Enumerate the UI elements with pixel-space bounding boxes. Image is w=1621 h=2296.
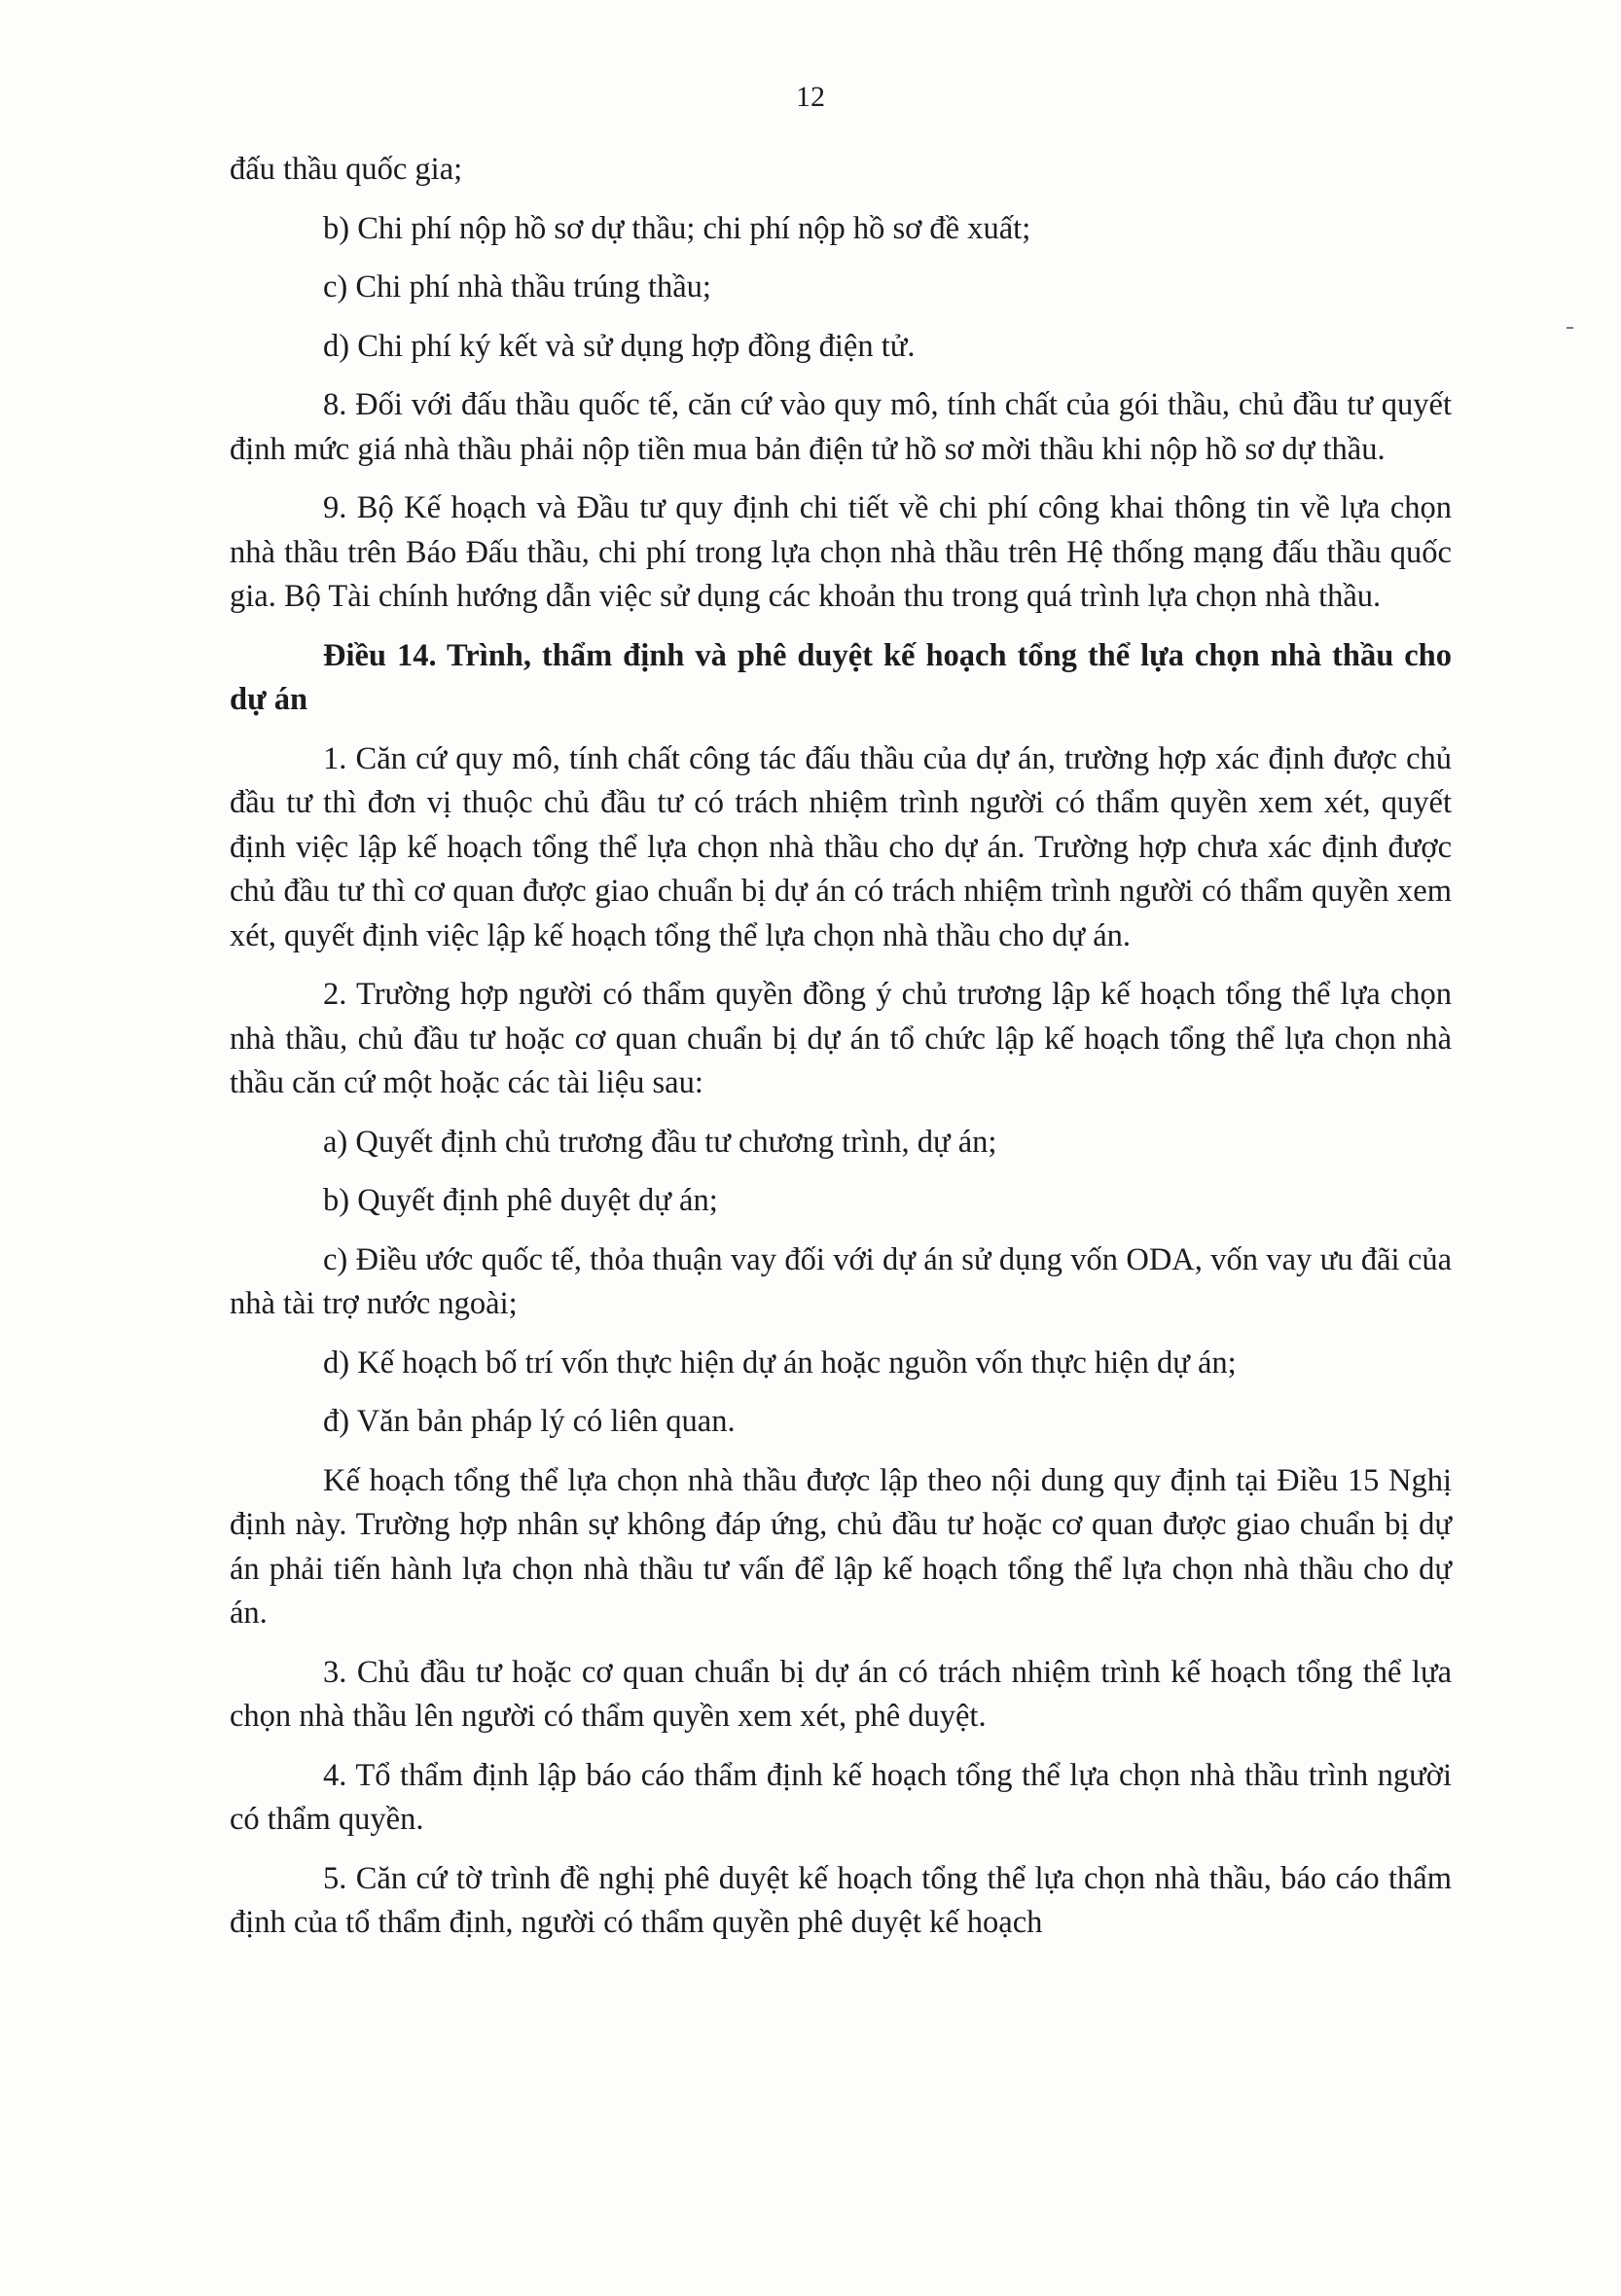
article-14-title: Điều 14. Trình, thẩm định và phê duyệt kế hoạch tổng thể lựa chọn nhà thầu cho dự án [230,637,1452,717]
list-item-c: c) Chi phí nhà thầu trúng thầu; [323,269,711,305]
article-14-clause-2: 2. Trường hợp người có thẩm quyền đồng ý chủ trương lập kế hoạch tổng thể lựa chọn nhà thầu, chủ đầu tư hoặc cơ quan chuẩn bị dự án tổ chức lập kế hoạch tổng thể lựa chọn nhà thầu căn cứ một hoặc các tài liệu sau: [230,977,1452,1100]
clause-2-item-a: a) Quyết định chủ trương đầu tư chương trình, dự án; [323,1124,997,1160]
article-14-clause-4: 4. Tổ thẩm định lập báo cáo thẩm định kế hoạch tổng thể lựa chọn nhà thầu trình người có thẩm quyền. [230,1757,1452,1837]
paragraph-continuation: đấu thầu quốc gia; [230,152,463,187]
scan-mark [1567,327,1573,329]
clause-8: 8. Đối với đấu thầu quốc tế, căn cứ vào quy mô, tính chất của gói thầu, chủ đầu tư quyết định mức giá nhà thầu phải nộp tiền mua bản điện tử hồ sơ mời thầu khi nộp hồ sơ dự thầu. [230,387,1452,467]
article-14-clause-1: 1. Căn cứ quy mô, tính chất công tác đấu thầu của dự án, trường hợp xác định được chủ đầu tư thì đơn vị thuộc chủ đầu tư có trách nhiệm trình người có thẩm quyền xem xét, quyết định việc lập kế hoạch tổng thể lựa chọn nhà thầu cho dự án. Trường hợp chưa xác định được chủ đầu tư thì cơ quan được giao chuẩn bị dự án có trách nhiệm trình người có thẩm quyền xem xét, quyết định việc lập kế hoạch tổng thể lựa chọn nhà thầu cho dự án. [230,740,1452,953]
clause-2-item-c: c) Điều ước quốc tế, thỏa thuận vay đối với dự án sử dụng vốn ODA, vốn vay ưu đãi của nhà tài trợ nước ngoài; [230,1241,1452,1321]
clause-2-item-b: b) Quyết định phê duyệt dự án; [323,1183,718,1218]
document-body [230,148,1452,1960]
clause-9: 9. Bộ Kế hoạch và Đầu tư quy định chi tiết về chi phí công khai thông tin về lựa chọn nhà thầu trên Báo Đấu thầu, chi phí trong lựa chọn nhà thầu trên Hệ thống mạng đấu thầu quốc gia. Bộ Tài chính hướng dẫn việc sử dụng các khoản thu trong quá trình lựa chọn nhà thầu. [230,490,1452,614]
list-item-b: b) Chi phí nộp hồ sơ dự thầu; chi phí nộp hồ sơ đề xuất; [323,210,1031,246]
article-14-clause-5: 5. Căn cứ tờ trình đề nghị phê duyệt kế hoạch tổng thể lựa chọn nhà thầu, báo cáo thẩm định của tổ thẩm định, người có thẩm quyền phê duyệt kế hoạch [230,1860,1452,1940]
clause-2-note: Kế hoạch tổng thể lựa chọn nhà thầu được lập theo nội dung quy định tại Điều 15 Nghị định này. Trường hợp nhân sự không đáp ứng, chủ đầu tư hoặc cơ quan được giao chuẩn bị dự án phải tiến hành lựa chọn nhà thầu tư vấn để lập kế hoạch tổng thể lựa chọn nhà thầu cho dự án. [230,1462,1452,1631]
article-14-clause-3: 3. Chủ đầu tư hoặc cơ quan chuẩn bị dự án có trách nhiệm trình kế hoạch tổng thể lựa chọn nhà thầu lên người có thẩm quyền xem xét, phê duyệt. [230,1654,1452,1734]
page-number: 12 [796,81,825,113]
list-item-d: d) Chi phí ký kết và sử dụng hợp đồng điện tử. [323,328,916,364]
clause-2-item-dd: đ) Văn bản pháp lý có liên quan. [323,1404,736,1439]
clause-2-item-d: d) Kế hoạch bố trí vốn thực hiện dự án hoặc nguồn vốn thực hiện dự án; [323,1345,1237,1381]
